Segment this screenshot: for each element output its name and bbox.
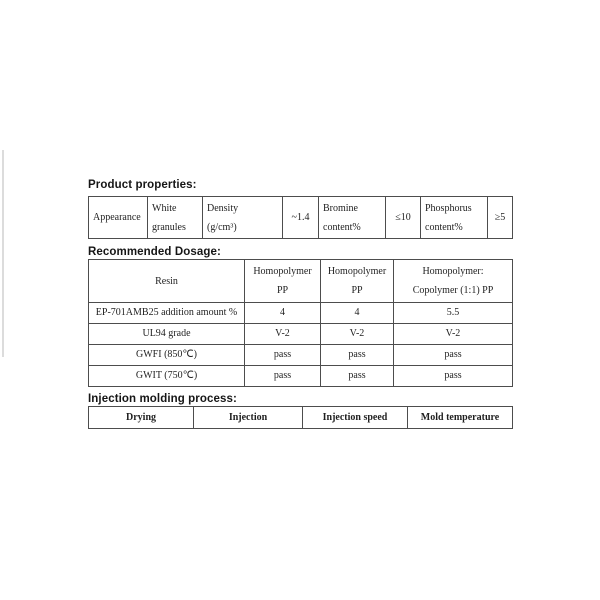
table-row <box>89 197 513 239</box>
table-cell-value: V-2 <box>321 324 394 345</box>
table-cell-bromine-value: ≤10 <box>386 197 421 239</box>
table-cell-mold-temperature-header: Mold temperature <box>408 407 513 429</box>
section-heading-injection-molding: Injection molding process: <box>88 393 237 405</box>
table-row-gwfi <box>89 345 513 366</box>
table-cell-value: 4 <box>245 303 321 324</box>
table-cell-density-label: Density (g/cm³) <box>203 197 283 239</box>
table-row-gwit <box>89 366 513 387</box>
table-cell-value: 4 <box>321 303 394 324</box>
table-cell-injection-speed-header: Injection speed <box>303 407 408 429</box>
table-cell-injection-header: Injection <box>194 407 303 429</box>
recommended-dosage-table <box>88 259 513 387</box>
table-cell-col4-header: Homopolymer: Copolymer (1:1) PP <box>394 260 513 303</box>
table-header-row <box>89 407 513 429</box>
table-cell-value: 5.5 <box>394 303 513 324</box>
table-cell-label: EP-701AMB25 addition amount % <box>89 303 245 324</box>
table-cell-resin-header: Resin <box>89 260 245 303</box>
section-heading-recommended-dosage: Recommended Dosage: <box>88 246 221 258</box>
table-cell-appearance-label: Appearance <box>89 197 148 239</box>
table-cell-phosphorus-label: Phosphorus content% <box>421 197 488 239</box>
table-cell-label: UL94 grade <box>89 324 245 345</box>
table-cell-value: V-2 <box>394 324 513 345</box>
table-cell-phosphorus-value: ≥5 <box>488 197 513 239</box>
table-cell-col2-header: Homopolymer PP <box>245 260 321 303</box>
injection-molding-table <box>88 406 513 429</box>
table-cell-value: pass <box>394 366 513 387</box>
table-cell-value: pass <box>245 366 321 387</box>
table-cell-density-value: ~1.4 <box>283 197 319 239</box>
table-cell-value: pass <box>321 345 394 366</box>
table-cell-appearance-value: White granules <box>148 197 203 239</box>
table-cell-value: pass <box>245 345 321 366</box>
product-properties-table <box>88 196 513 239</box>
section-heading-product-properties: Product properties: <box>88 179 197 191</box>
table-row-addition-amount <box>89 303 513 324</box>
table-cell-label: GWIT (750℃) <box>89 366 245 387</box>
table-header-row <box>89 260 513 303</box>
document-page <box>88 179 512 429</box>
scan-artifact-line <box>2 150 4 357</box>
table-row-ul94-grade <box>89 324 513 345</box>
table-cell-value: pass <box>394 345 513 366</box>
table-cell-label: GWFI (850℃) <box>89 345 245 366</box>
table-cell-bromine-label: Bromine content% <box>319 197 386 239</box>
table-cell-drying-header: Drying <box>89 407 194 429</box>
table-cell-col3-header: Homopolymer PP <box>321 260 394 303</box>
table-cell-value: V-2 <box>245 324 321 345</box>
table-cell-value: pass <box>321 366 394 387</box>
